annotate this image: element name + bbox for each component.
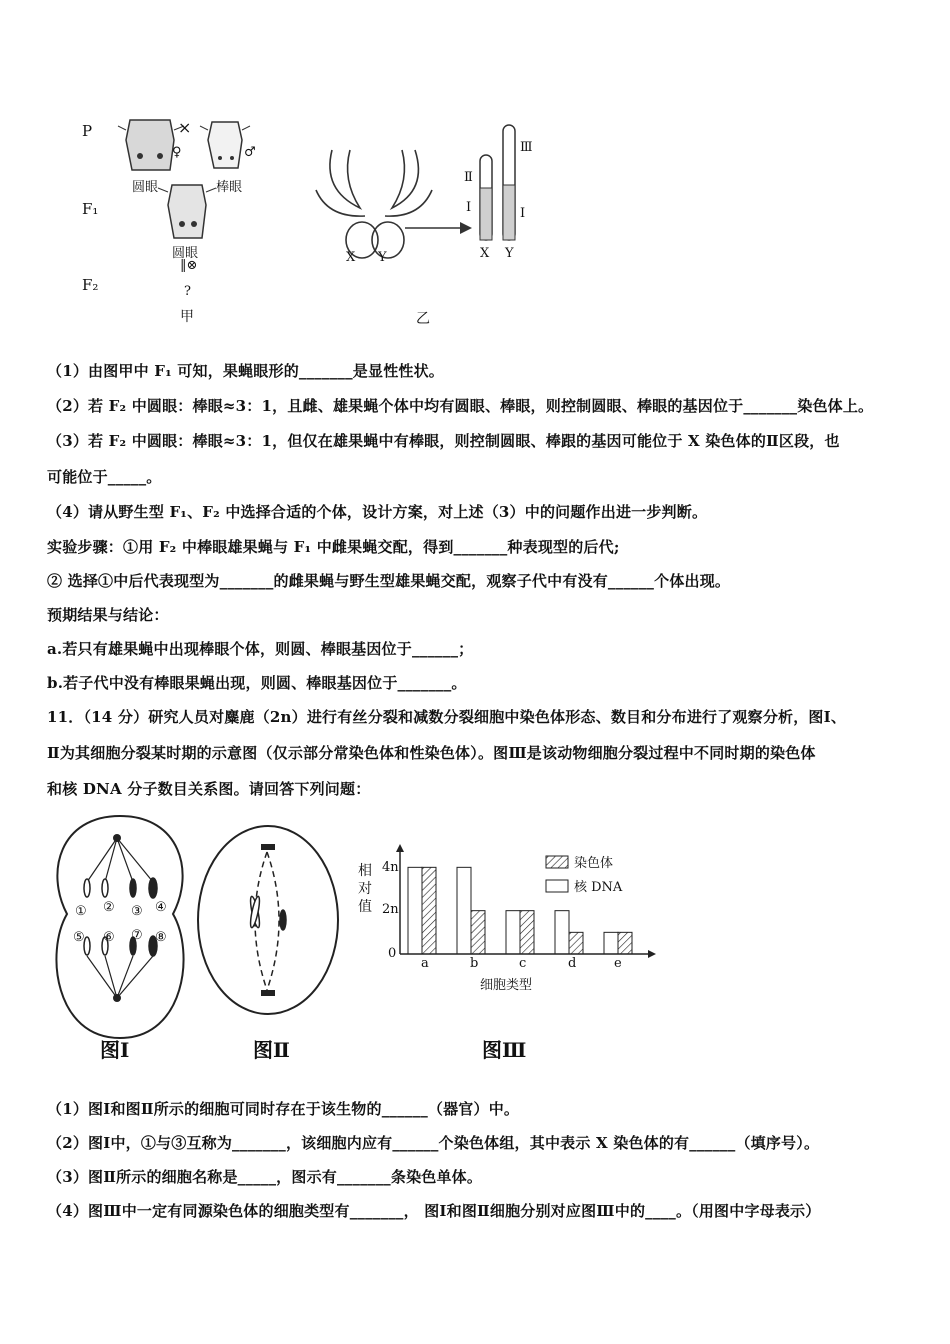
centrosome-top-icon (113, 834, 121, 842)
q10-line-2: （2）若 F₂ 中圆眼：棒眼≈3：1，且雌、雄果蝇个体中均有圆眼、棒眼，则控制圆眼、棒眼的基因位于_______染色体上。 (47, 397, 874, 415)
ytick-2n: 2n (382, 902, 399, 917)
q10-line-3: （3）若 F₂ 中圆眼：棒眼≈3：1，但仅在雄果蝇中有棒眼，则控制圆眼、棒跟的基因可能位于 X 染色体的Ⅱ区段，也 (47, 432, 840, 450)
chromosomes-fig2 (249, 896, 286, 930)
chromosomes-upper (84, 878, 157, 898)
xtick-d: d (568, 956, 577, 971)
cell-x-label: X (346, 250, 356, 265)
ytick-0: 0 (388, 946, 397, 961)
chrom-number-8: ⑧ (155, 930, 167, 945)
caption-figure-3: 图Ⅲ (482, 1038, 527, 1062)
male-symbol: ♂ (244, 145, 256, 160)
bar-dna-d (555, 911, 569, 954)
cross-symbol: × (178, 118, 192, 137)
bar-chromosome-c (520, 911, 534, 954)
chart-ylabel: 相对值 (358, 863, 372, 915)
figure-jia-yi (60, 100, 560, 335)
q11-line-2: Ⅱ为其细胞分裂某时期的示意图（仅示部分常染色体和性染色体）。图Ⅲ是该动物细胞分裂过程中不同时期的染色体 (47, 744, 816, 762)
f1-round-eye-label: 圆眼 (172, 246, 199, 261)
chrom-number-1: ① (75, 904, 87, 919)
chrom-number-6: ⑥ (103, 930, 115, 945)
bar-chromosome-a (422, 867, 436, 954)
chrom-number-2: ② (103, 900, 115, 915)
f1-fly-icon (158, 185, 216, 238)
bar-dna-a (408, 867, 422, 954)
chrom-number-4: ④ (155, 900, 167, 915)
cell-y-label: Y (378, 250, 387, 265)
q10-line-9: a.若只有雄果蝇中出现棒眼个体，则圆、棒眼基因位于______； (47, 640, 474, 658)
figure-2-cell (195, 822, 345, 1022)
q10-line-7: ② 选择①中后代表现型为_______的雌果蝇与野生型雄果蝇交配，观察子代中有没有______个体出现。 (47, 572, 731, 590)
round-eye-label: 圆眼 (132, 180, 159, 195)
chrom-y-caption: Y (505, 246, 514, 261)
spindle-pole-top-icon (261, 844, 275, 850)
centrosome-bottom-icon (113, 994, 121, 1002)
y-chromosome-bar (503, 125, 515, 240)
chrom-number-3: ③ (131, 904, 143, 919)
bar-eye-label: 棒眼 (216, 180, 243, 195)
x-chromosome-bar (480, 155, 492, 240)
q11-line-1: 11．（14 分）研究人员对麋鹿（2n）进行有丝分裂和减数分裂细胞中染色体形态、数目和分布进行了观察分析，图Ⅰ、 (47, 708, 847, 726)
q11-sub-4: （4）图Ⅲ中一定有同源染色体的细胞类型有_______， 图Ⅰ和图Ⅱ细胞分别对应图Ⅲ中的____。（用图中字母表示） (47, 1202, 821, 1220)
caption-yi: 乙 (416, 311, 430, 327)
bar-chromosome-e (618, 932, 632, 954)
f2-question: ? (184, 284, 191, 299)
fly-cross-drawing (60, 100, 560, 335)
bar-dna-e (604, 932, 618, 954)
q10-line-5: （4）请从野生型 F₁、F₂ 中选择合适的个体，设计方案，对上述（3）中的问题作出进一步判断。 (47, 503, 708, 521)
male-fly-icon (200, 122, 250, 168)
q10-line-10: b.若子代中没有棒眼果蝇出现，则圆、棒眼基因位于_______。 (47, 674, 467, 692)
chrom-number-7: ⑦ (131, 928, 143, 943)
xtick-e: e (614, 956, 622, 971)
xtick-a: a (421, 956, 429, 971)
chrom-number-5: ⑤ (73, 930, 85, 945)
q11-sub-3: （3）图Ⅱ所示的细胞名称是_____，图示有_______条染色单体。 (47, 1168, 483, 1186)
q10-line-4: 可能位于_____。 (47, 468, 162, 486)
q11-sub-1: （1）图Ⅰ和图Ⅱ所示的细胞可同时存在于该生物的______（器官）中。 (47, 1100, 520, 1118)
figure-1-cell (45, 812, 195, 1042)
female-symbol: ♀ (172, 145, 182, 160)
row-label-f2: F₂ (82, 276, 99, 294)
row-label-f1: F₁ (82, 200, 99, 218)
q11-line-3: 和核 DNA 分子数目关系图。请回答下列问题： (47, 780, 371, 798)
q10-line-8: 预期结果与结论： (47, 606, 169, 624)
caption-figure-2: 图Ⅱ (253, 1038, 290, 1062)
row-label-p: P (82, 122, 93, 140)
y-region-3-label: Ⅲ (520, 140, 533, 155)
ytick-4n: 4n (382, 860, 399, 875)
bar-dna-c (506, 911, 520, 954)
q10-line-1: （1）由图甲中 F₁ 可知，果蝇眼形的_______是显性性状。 (47, 362, 445, 380)
legend-dna-label: 核 DNA (574, 880, 623, 895)
chrom-x-caption: X (480, 246, 490, 261)
legend-dna-swatch (546, 880, 568, 892)
legend-chromosome-swatch (546, 856, 568, 868)
x-region-2-label: Ⅱ (464, 170, 473, 185)
spindle-pole-bottom-icon (261, 990, 275, 996)
chart-xlabel: 细胞类型 (480, 978, 533, 993)
y-region-1-label: Ⅰ (520, 206, 526, 221)
bar-dna-b (457, 867, 471, 954)
q11-sub-2: （2）图Ⅰ中，①与③互称为_______，该细胞内应有______个染色体组，其中表示 X 染色体的有______（填序号）。 (47, 1134, 820, 1152)
chromosomes-lower (84, 936, 157, 956)
q10-line-6: 实验步骤：①用 F₂ 中棒眼雄果蝇与 F₁ 中雌果蝇交配，得到_______种表现型的后代; (47, 538, 620, 556)
bar-chromosome-b (471, 911, 485, 954)
xy-pairing-icon (316, 150, 472, 258)
caption-figure-1: 图Ⅰ (100, 1038, 130, 1062)
legend-chromosome-label: 染色体 (574, 856, 614, 871)
x-region-1-label: Ⅰ (466, 200, 472, 215)
self-cross-symbol: ‖⊗ (180, 258, 198, 273)
bar-chromosome-d (569, 932, 583, 954)
xtick-c: c (519, 956, 527, 971)
xtick-b: b (470, 956, 479, 971)
caption-jia: 甲 (180, 309, 194, 325)
